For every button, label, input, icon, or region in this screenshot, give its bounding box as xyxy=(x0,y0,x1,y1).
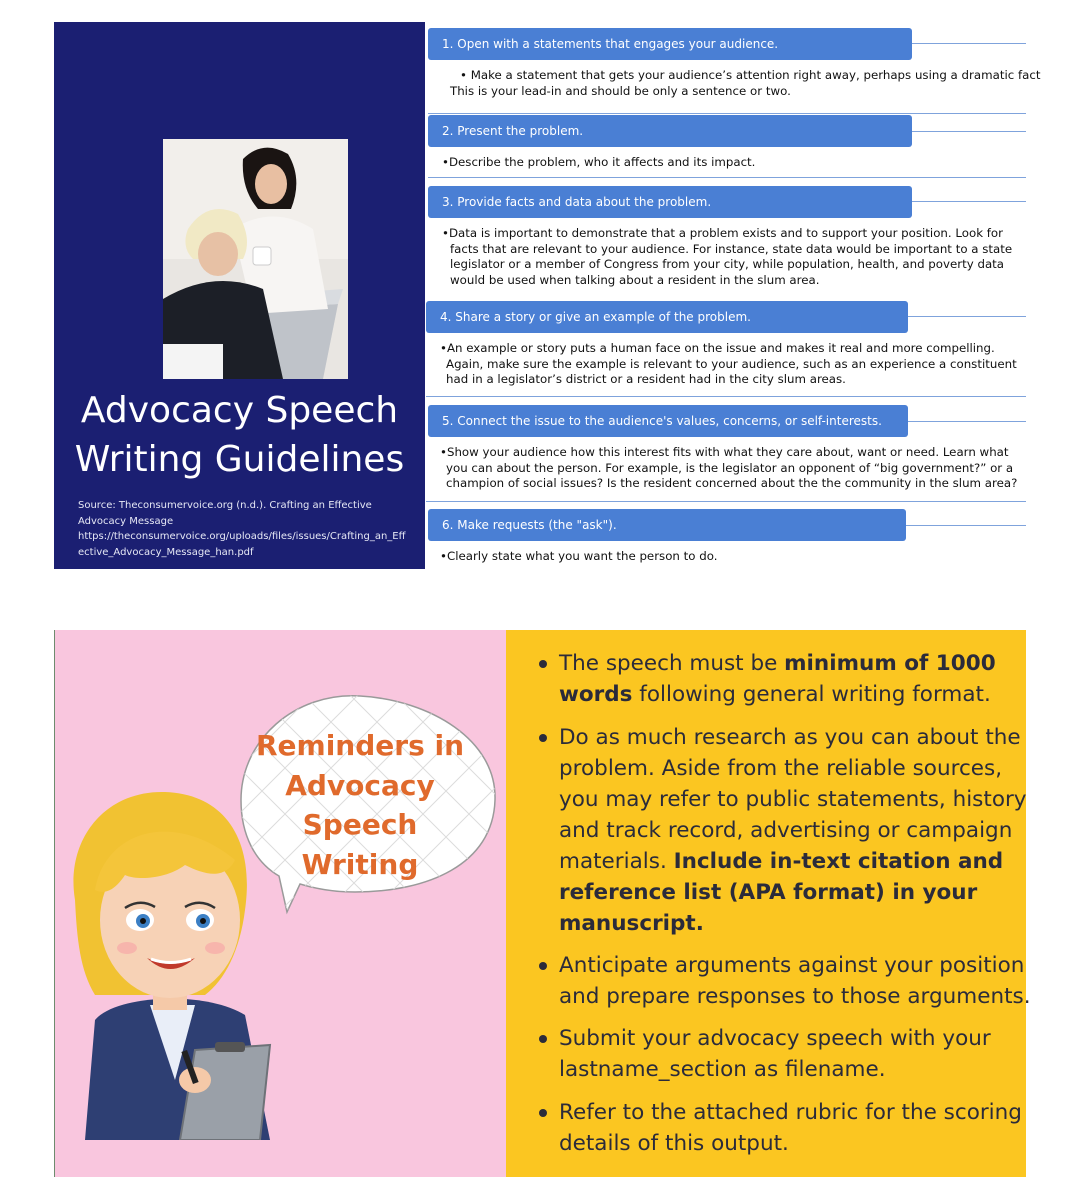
step-1-heading: 1. Open with a statements that engages your audience. xyxy=(428,28,912,60)
source-line: Advocacy Message xyxy=(78,515,174,527)
divider xyxy=(426,501,1026,502)
reminder-text: you may refer to public statements, history xyxy=(559,787,1027,812)
reminder-line xyxy=(559,1054,991,1085)
reminder-text: and track record, advertising or campaign xyxy=(559,818,1013,843)
reminder-item xyxy=(559,648,996,710)
reminder-text: lastname_section as filename. xyxy=(559,1057,886,1082)
reminder-item xyxy=(559,950,1031,1012)
divider xyxy=(426,396,1026,397)
step-2-heading: 2. Present the problem. xyxy=(428,115,912,147)
step-3-heading: 3. Provide facts and data about the problem. xyxy=(428,186,912,218)
reminder-text: minimum of 1000 xyxy=(784,651,996,676)
divider xyxy=(908,421,1026,422)
reminder-line xyxy=(559,950,1031,981)
reminder-line xyxy=(559,981,1031,1012)
desc-line: facts that are relevant to your audience. For instance, state data would be important to a state xyxy=(450,241,1013,256)
step-4-heading: 4. Share a story or give an example of the problem. xyxy=(426,301,908,333)
reminder-item xyxy=(559,1097,1022,1159)
reminder-text: problem. Aside from the reliable sources, xyxy=(559,756,1003,781)
desc-line: legislator or a member of Congress from your city, while population, health, and poverty data xyxy=(450,257,1005,272)
source-citation xyxy=(78,498,418,560)
reminder-line xyxy=(559,877,1027,908)
cartoon-woman-icon xyxy=(55,780,295,1140)
reminders-list-panel xyxy=(506,630,1031,1177)
desc-line: This is your lead-in and should be only a sentence or two. xyxy=(450,83,791,98)
reminder-line xyxy=(559,1097,1022,1128)
reminder-text: Submit your advocacy speech with your xyxy=(559,1026,991,1051)
bullet-icon xyxy=(539,1035,547,1043)
reminder-text: Do as much research as you can about the xyxy=(559,725,1021,750)
reminder-text: following general writing format. xyxy=(632,682,991,707)
reminder-line xyxy=(559,846,1027,877)
desc-line: would be used when talking about a resident in the slum area. xyxy=(450,272,820,287)
reminder-text: and prepare responses to those arguments. xyxy=(559,984,1031,1009)
step-1-description xyxy=(450,68,1040,99)
reminders-slide xyxy=(54,630,1031,1177)
divider xyxy=(912,43,1026,44)
source-line: Source: Theconsumervoice.org (n.d.). Crafting an Effective xyxy=(78,500,372,511)
reminder-text: The speech must be xyxy=(559,651,785,676)
reminder-text: details of this output. xyxy=(559,1131,789,1156)
bubble-line: Reminders in xyxy=(255,729,465,762)
step-5-description xyxy=(440,445,1017,492)
reminder-text: words xyxy=(559,682,633,707)
reminder-text: manuscript. xyxy=(559,911,704,936)
desc-line: •Clearly state what you want the person to do. xyxy=(440,549,718,563)
step-2-description xyxy=(442,155,755,171)
title-line: Writing Guidelines xyxy=(74,439,405,480)
students-photo xyxy=(163,139,348,379)
reminder-line xyxy=(559,908,1027,939)
desc-line: you can about the person. For example, is the legislator an opponent of “big government?” or a xyxy=(446,460,1014,475)
desc-line: champion of social issues? Is the resident concerned about the the community in the slum area? xyxy=(446,476,1018,491)
desc-line: had in a legislator’s district or a resident had in the city slum areas. xyxy=(446,372,846,387)
guidelines-slide xyxy=(54,22,1041,569)
desc-line: •An example or story puts a human face on the issue and makes it real and more compelling. xyxy=(440,341,995,355)
divider xyxy=(912,201,1026,202)
reminder-item xyxy=(559,1023,991,1085)
divider xyxy=(428,113,1026,114)
divider xyxy=(912,131,1026,132)
reminder-line xyxy=(559,1023,991,1054)
bullet-icon xyxy=(539,734,547,742)
reminder-line xyxy=(559,679,996,710)
bubble-line: Writing xyxy=(301,847,419,881)
step-6-description xyxy=(440,549,717,565)
source-line: ective_Advocacy_Message_han.pdf xyxy=(78,546,254,558)
bullet-icon xyxy=(539,660,547,668)
guidelines-title xyxy=(54,386,425,484)
divider xyxy=(906,525,1026,526)
guidelines-title-panel xyxy=(54,22,425,569)
source-line: https://theconsumervoice.org/uploads/files/issues/Crafting_an_Eff xyxy=(78,531,406,542)
reminder-text: Anticipate arguments against your position xyxy=(559,953,1025,978)
reminder-text: Refer to the attached rubric for the scoring xyxy=(559,1100,1022,1125)
desc-line: •Show your audience how this interest fits with what they care about, want or need. Learn what xyxy=(440,445,1009,459)
desc-line: •Describe the problem, who it affects and its impact. xyxy=(442,155,756,169)
bubble-line: Speech xyxy=(302,808,418,841)
reminder-line xyxy=(559,1128,1022,1159)
step-5-heading: 5. Connect the issue to the audience's values, concerns, or self-interests. xyxy=(428,405,908,437)
title-line: Advocacy Speech xyxy=(80,390,399,431)
reminder-text: Include in-text citation and xyxy=(673,849,1004,874)
step-4-description xyxy=(440,341,1017,388)
reminder-line xyxy=(559,648,996,679)
reminder-line xyxy=(559,722,1027,753)
reminder-line xyxy=(559,815,1027,846)
desc-line: •Data is important to demonstrate that a problem exists and to support your position. Look for xyxy=(442,226,1003,240)
reminder-text: reference list (APA format) in your xyxy=(559,880,978,905)
reminder-item xyxy=(559,722,1027,939)
step-3-description xyxy=(442,226,1012,288)
step-6-heading: 6. Make requests (the "ask"). xyxy=(428,509,906,541)
reminder-line xyxy=(559,784,1027,815)
divider xyxy=(428,177,1026,178)
reminders-illustration-panel xyxy=(54,630,506,1177)
desc-line: • Make a statement that gets your audience’s attention right away, perhaps using a dramatic fact xyxy=(460,68,1041,82)
bullet-icon xyxy=(539,1109,547,1117)
reminder-text: materials. xyxy=(559,849,674,874)
bubble-line: Advocacy xyxy=(285,768,435,802)
desc-line: Again, make sure the example is relevant to your audience, such as an experience a constituent xyxy=(446,356,1017,371)
bullet-icon xyxy=(539,962,547,970)
reminder-line xyxy=(559,753,1027,784)
divider xyxy=(908,316,1026,317)
